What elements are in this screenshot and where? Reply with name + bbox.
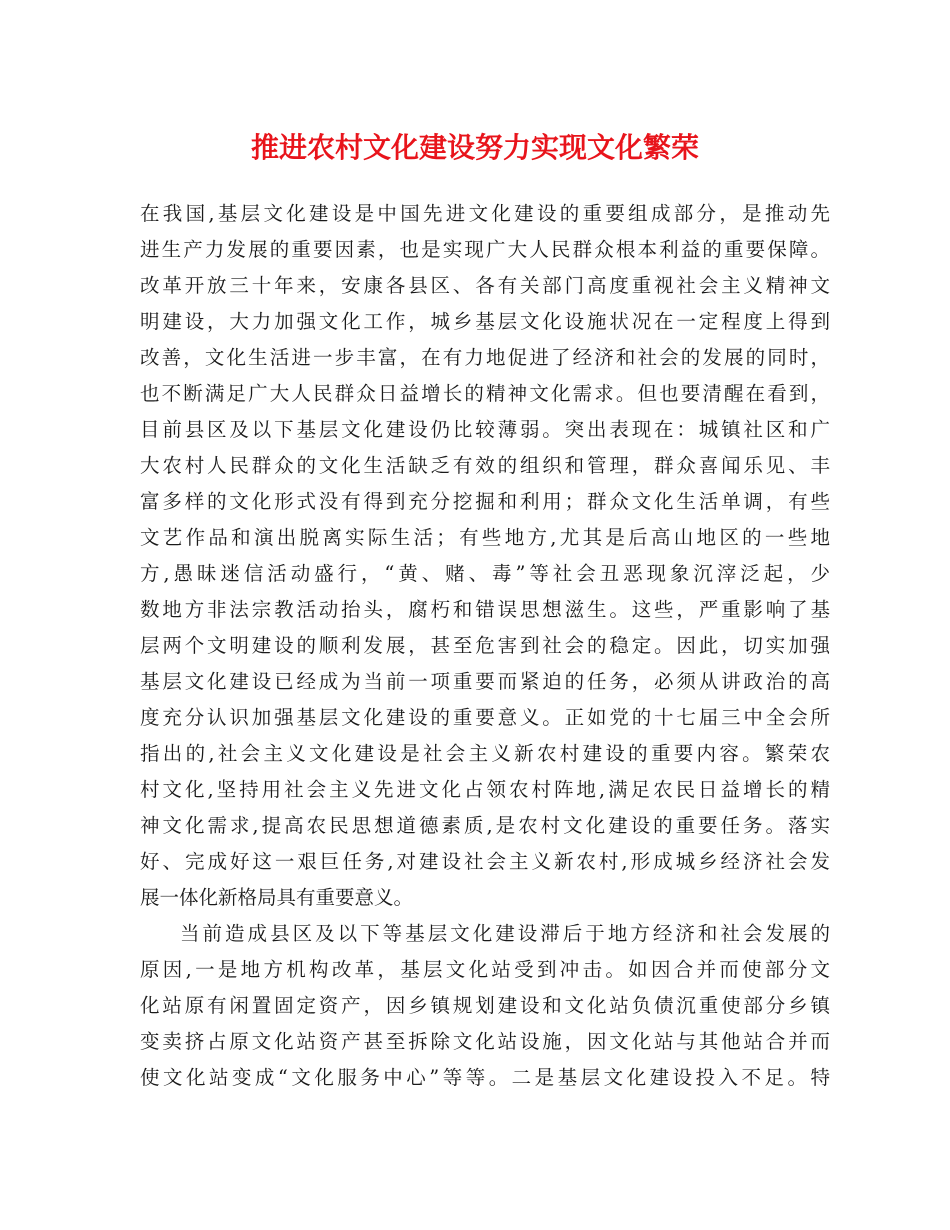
- text-line: 展一体化新格局具有重要意义。: [140, 886, 414, 909]
- paragraph-2: [140, 916, 830, 1096]
- text-line: 基层文化建设已经成为当前一项重要而紧迫的任务，必须从讲政治的高: [140, 670, 830, 693]
- text-line: 在我国,基层文化建设是中国先进文化建设的重要组成部分，是推动先: [140, 202, 830, 225]
- text-line: 变卖挤占原文化站资产甚至拆除文化站设施，因文化站与其他站合并而: [140, 1030, 830, 1053]
- text-line: 当前造成县区及以下等基层文化建设滞后于地方经济和社会发展的: [180, 922, 830, 945]
- text-line: 层两个文明建设的顺利发展，甚至危害到社会的稳定。因此，切实加强: [140, 634, 830, 657]
- text-line: 好、完成好这一艰巨任务,对建设社会主义新农村,形成城乡经济社会发: [140, 850, 830, 873]
- text-line: 改善，文化生活进一步丰富，在有力地促进了经济和社会的发展的同时，: [140, 346, 830, 369]
- text-line: 指出的,社会主义文化建设是社会主义新农村建设的重要内容。繁荣农: [140, 742, 830, 765]
- text-line: 大农村人民群众的文化生活缺乏有效的组织和管理，群众喜闻乐见、丰: [140, 454, 830, 477]
- text-line: 度充分认识加强基层文化建设的重要意义。正如党的十七届三中全会所: [140, 706, 830, 729]
- text-line: 也不断满足广大人民群众日益增长的精神文化需求。但也要清醒在看到，: [140, 382, 830, 405]
- text-line: 原因,一是地方机构改革，基层文化站受到冲击。如因合并而使部分文: [140, 958, 830, 981]
- document-body: [140, 196, 830, 1096]
- text-line: 进生产力发展的重要因素，也是实现广大人民群众根本利益的重要保障。: [140, 238, 830, 261]
- text-line: 改革开放三十年来，安康各县区、各有关部门高度重视社会主义精神文: [140, 274, 830, 297]
- document-title: 推进农村文化建设努力实现文化繁荣: [250, 131, 699, 164]
- text-line: 使文化站变成“文化服务中心”等等。二是基层文化建设投入不足。特: [140, 1066, 830, 1089]
- text-line: 明建设，大力加强文化工作，城乡基层文化设施状况在一定程度上得到: [140, 310, 830, 333]
- text-line: 目前县区及以下基层文化建设仍比较薄弱。突出表现在：城镇社区和广: [140, 418, 830, 441]
- text-line: 文艺作品和演出脱离实际生活；有些地方,尤其是后高山地区的一些地: [140, 526, 830, 549]
- text-line: 富多样的文化形式没有得到充分挖掘和利用；群众文化生活单调，有些: [140, 490, 830, 513]
- text-line: 数地方非法宗教活动抬头，腐朽和错误思想滋生。这些，严重影响了基: [140, 598, 830, 621]
- text-line: 方,愚昧迷信活动盛行，“黄、赌、毒”等社会丑恶现象沉滓泛起，少: [140, 562, 830, 585]
- text-line: 神文化需求,提高农民思想道德素质,是农村文化建设的重要任务。落实: [140, 814, 830, 837]
- text-line: 村文化,坚持用社会主义先进文化占领农村阵地,满足农民日益增长的精: [140, 778, 830, 801]
- text-line: 化站原有闲置固定资产，因乡镇规划建设和文化站负债沉重使部分乡镇: [140, 994, 830, 1017]
- paragraph-1: [140, 196, 830, 916]
